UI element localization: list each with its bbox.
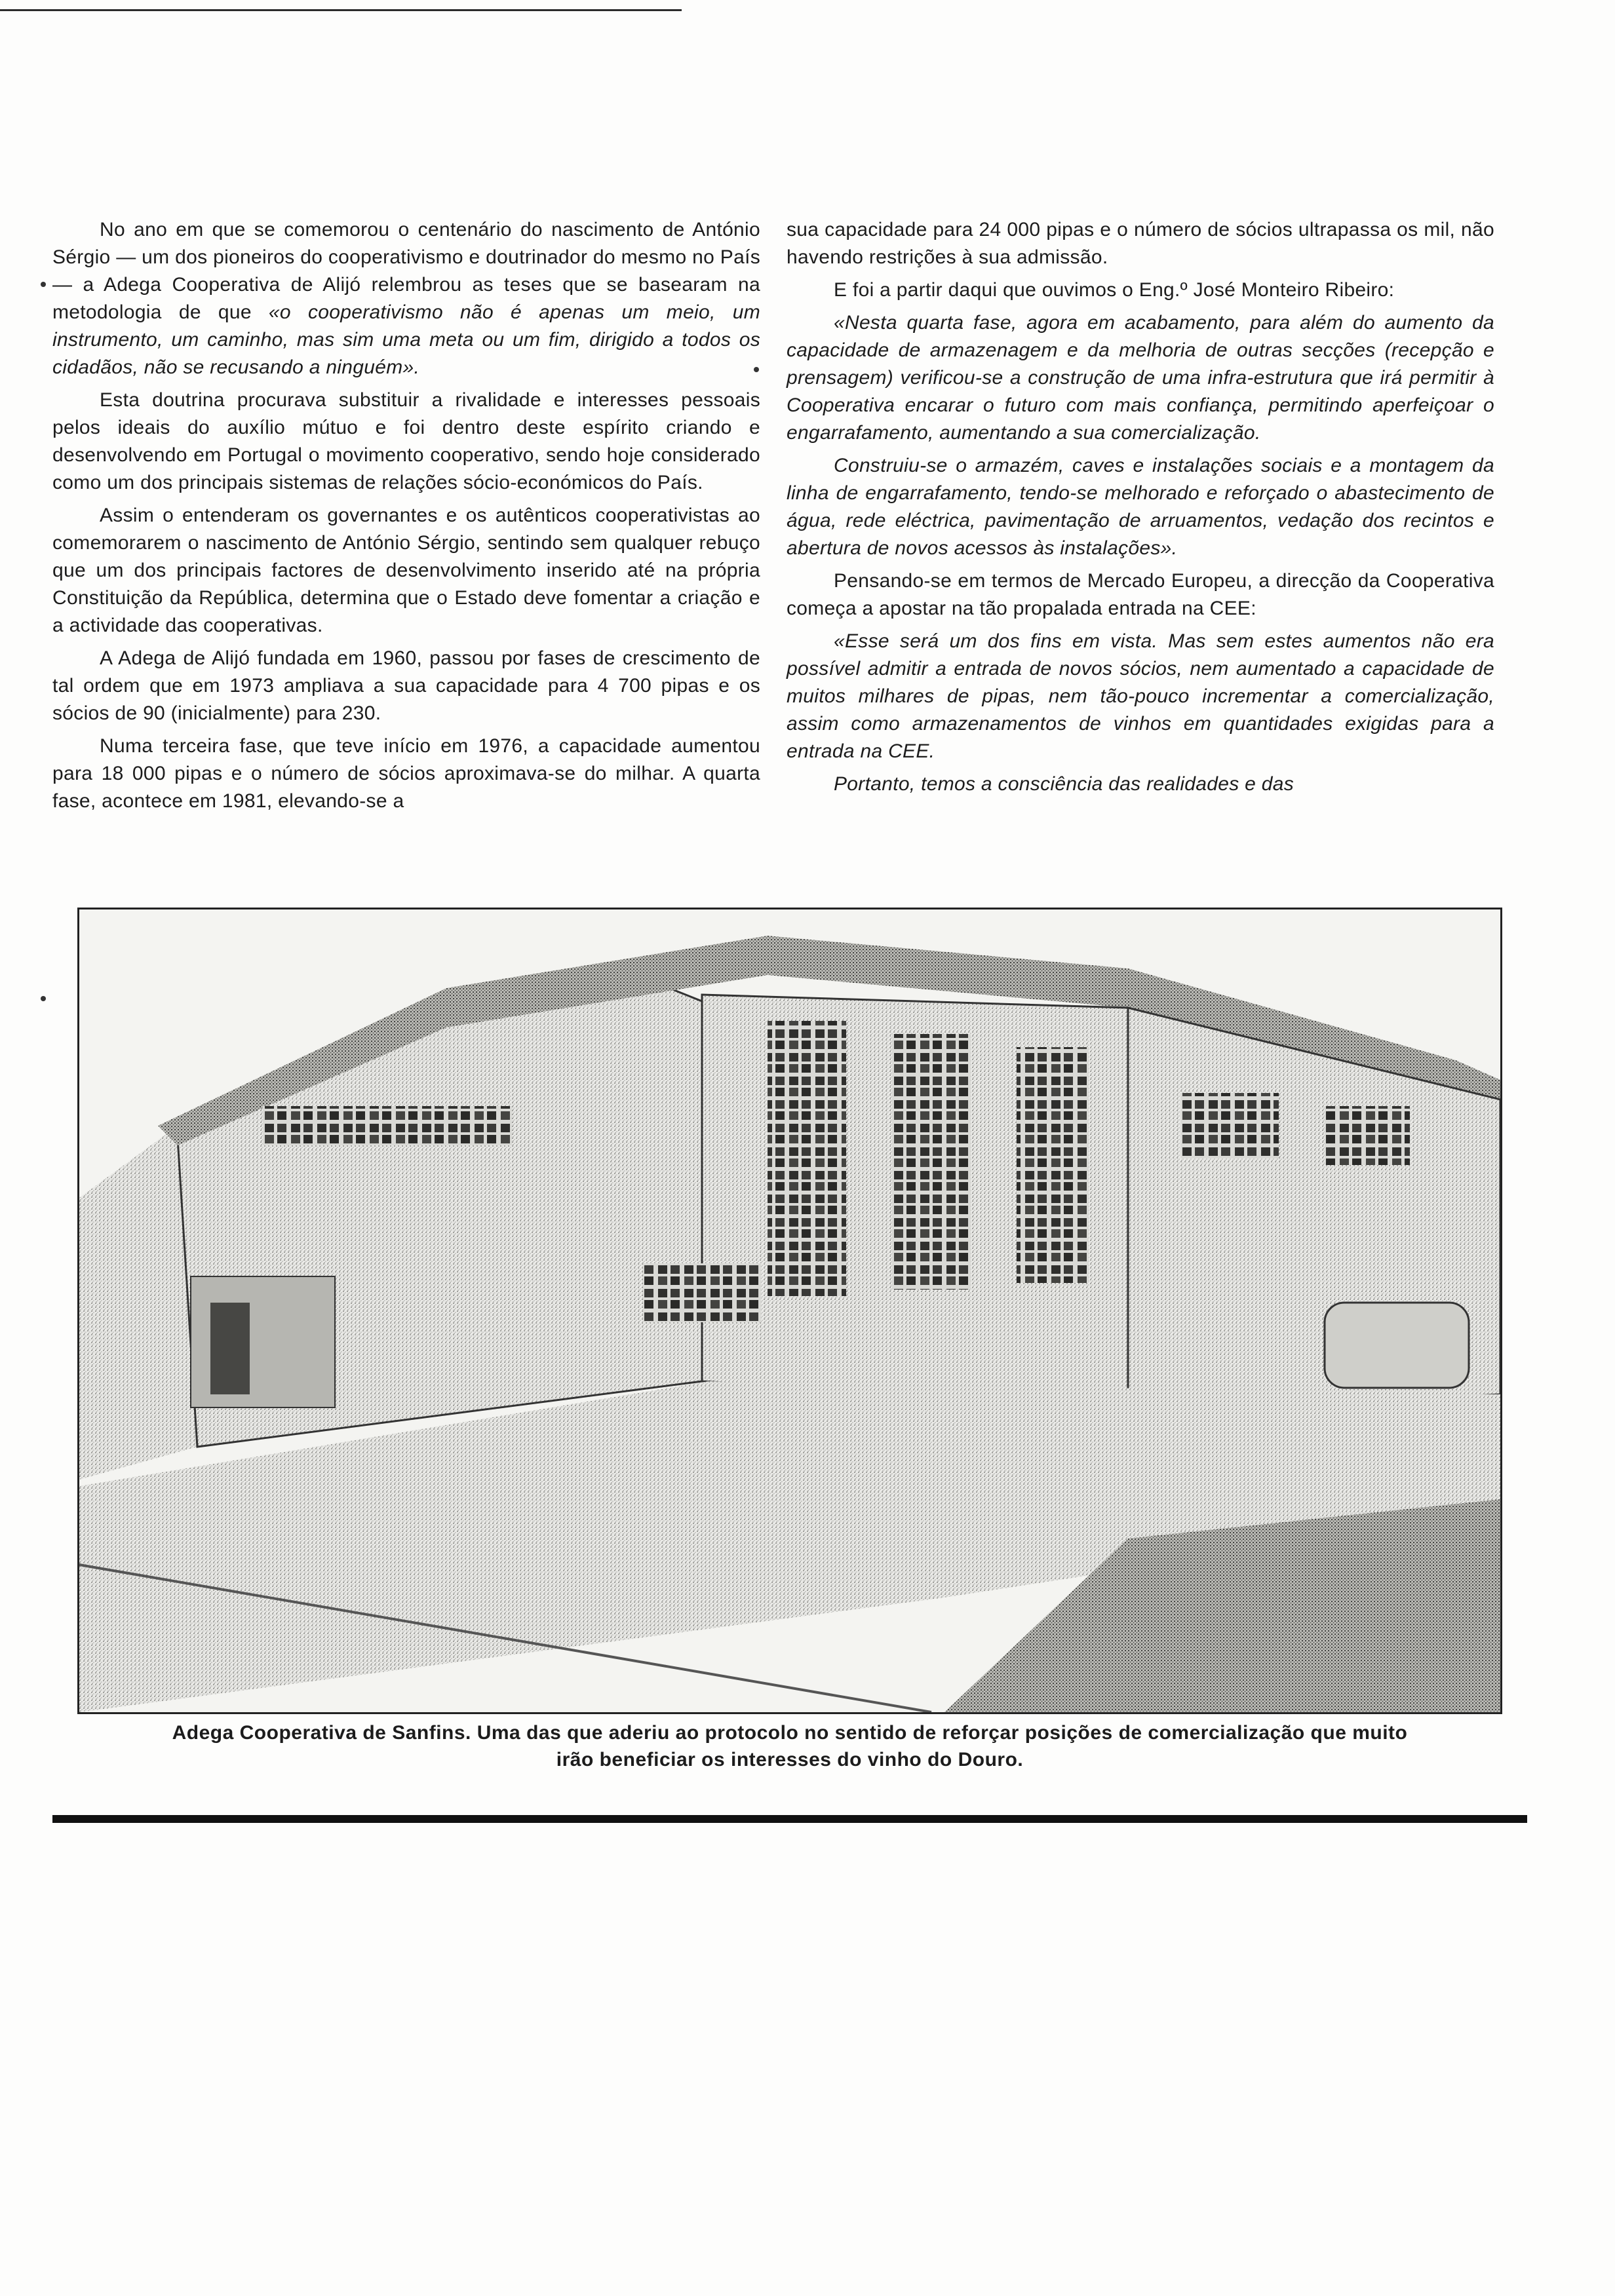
bottom-rule: [52, 1815, 1527, 1823]
glass-block-window-3: [1017, 1047, 1089, 1283]
scan-mark: [41, 996, 46, 1001]
left-paragraph-4: A Adega de Alijó fundada em 1960, passou por fases de crescimento de tal ordem que em 1973 ampliava a sua capacidade para 4 700 pipas e os sócios de 90 (inicialmente) para 230.: [52, 647, 760, 724]
right-paragraph-6: «Esse será um dos fins em vista. Mas sem estes aumentos não era possível admitir a entrada de novos sócios, nem aumentado a capacidade de muitos milhares de pipas, nem tão-pouco incrementar a comercialização, assim como armazenamentos de vinhos em quantidades exigidas para a entrada na CEE.: [787, 630, 1494, 762]
top-rule: [0, 9, 682, 11]
entrance-door: [210, 1303, 250, 1394]
right-wing-window-2: [1325, 1106, 1410, 1165]
right-paragraph-3: «Nesta quarta fase, agora em acabamento, para além do aumento da capacidade de armazenagem e da melhoria de outras secções (recepção e prensagem) verificou-se a construção de uma infra-estrutura que irá permitir à Cooperativa encarar o futuro com mais confiança, permitindo aperfeiçoar o engarrafamento, aumentando a sua comercialização.: [787, 312, 1494, 444]
parked-car: [1325, 1303, 1469, 1388]
right-paragraph-1: sua capacidade para 24 000 pipas e o número de sócios ultrapassa os mil, não havendo restrições à sua admissão.: [787, 219, 1494, 268]
glass-block-window-1: [768, 1021, 846, 1296]
winery-building-photo: [77, 908, 1502, 1714]
article-left-column: [52, 216, 760, 820]
article-right-column: [787, 216, 1494, 803]
left-paragraph-3: Assim o entenderam os governantes e os autênticos cooperativistas ao comemorarem o nascimento de António Sérgio, sentindo sem qualquer rebuço que um dos principais factores de desenvolvimento inserido até na própria Constituição da República, determina que o Estado deve fomentar a criação e a actividade das cooperativas.: [52, 505, 760, 636]
left-paragraph-1-text: No ano em que se comemorou o centenário do nascimento de António Sérgio — um dos pioneiros do cooperativismo e doutrinador do mesmo no País — a Adega Cooperativa de Alijó relembrou as teses que se basearam na metodologia de que: [52, 219, 760, 323]
photo-caption: Adega Cooperativa de Sanfins. Uma das que aderiu ao protocolo no sentido de reforçar posições de comercialização que muito irão beneficiar os interesses do vinho do Douro.: [172, 1722, 1408, 1770]
right-paragraph-4: Construiu-se o armazém, caves e instalações sociais e a montagem da linha de engarrafamento, tendo-se melhorado e reforçado o abastecimento de água, rede eléctrica, pavimentação de arruamentos, vedação dos recintos e abertura de novos acessos às instalações».: [787, 455, 1494, 559]
ground-window: [643, 1263, 761, 1322]
left-paragraph-1-quote: «o cooperativismo não é apenas um meio, um instrumento, um caminho, mas sim uma meta ou um fim, dirigido a todos os cidadãos, não se recusando a ninguém».: [52, 301, 760, 378]
right-paragraph-7: Portanto, temos a consciência das realidades e das: [834, 773, 1294, 795]
glass-block-window-2: [892, 1034, 971, 1290]
right-paragraph-2: E foi a partir daqui que ouvimos o Eng.º José Monteiro Ribeiro:: [834, 279, 1395, 301]
left-paragraph-2: Esta doutrina procurava substituir a rivalidade e interesses pessoais pelos ideais do auxílio mútuo e foi dentro deste espírito criando e desenvolvendo em Portugal o movimento cooperativo, sendo hoje considerado como um dos principais sistemas de relações sócio-económicos do País.: [52, 389, 760, 493]
right-wing-window-1: [1180, 1093, 1279, 1158]
left-paragraph-1: [52, 216, 760, 381]
upper-window-row: [263, 1106, 512, 1145]
scan-mark: [754, 367, 759, 372]
left-paragraph-5: Numa terceira fase, que teve início em 1976, a capacidade aumentou para 18 000 pipas e o número de sócios aproximava-se do milhar. A quarta fase, acontece em 1981, elevando-se a: [52, 735, 760, 812]
scan-mark: [41, 282, 46, 287]
right-paragraph-5: Pensando-se em termos de Mercado Europeu, a direcção da Cooperativa começa a apostar na tão propalada entrada na CEE:: [787, 570, 1494, 619]
building-illustration: [79, 909, 1500, 1712]
